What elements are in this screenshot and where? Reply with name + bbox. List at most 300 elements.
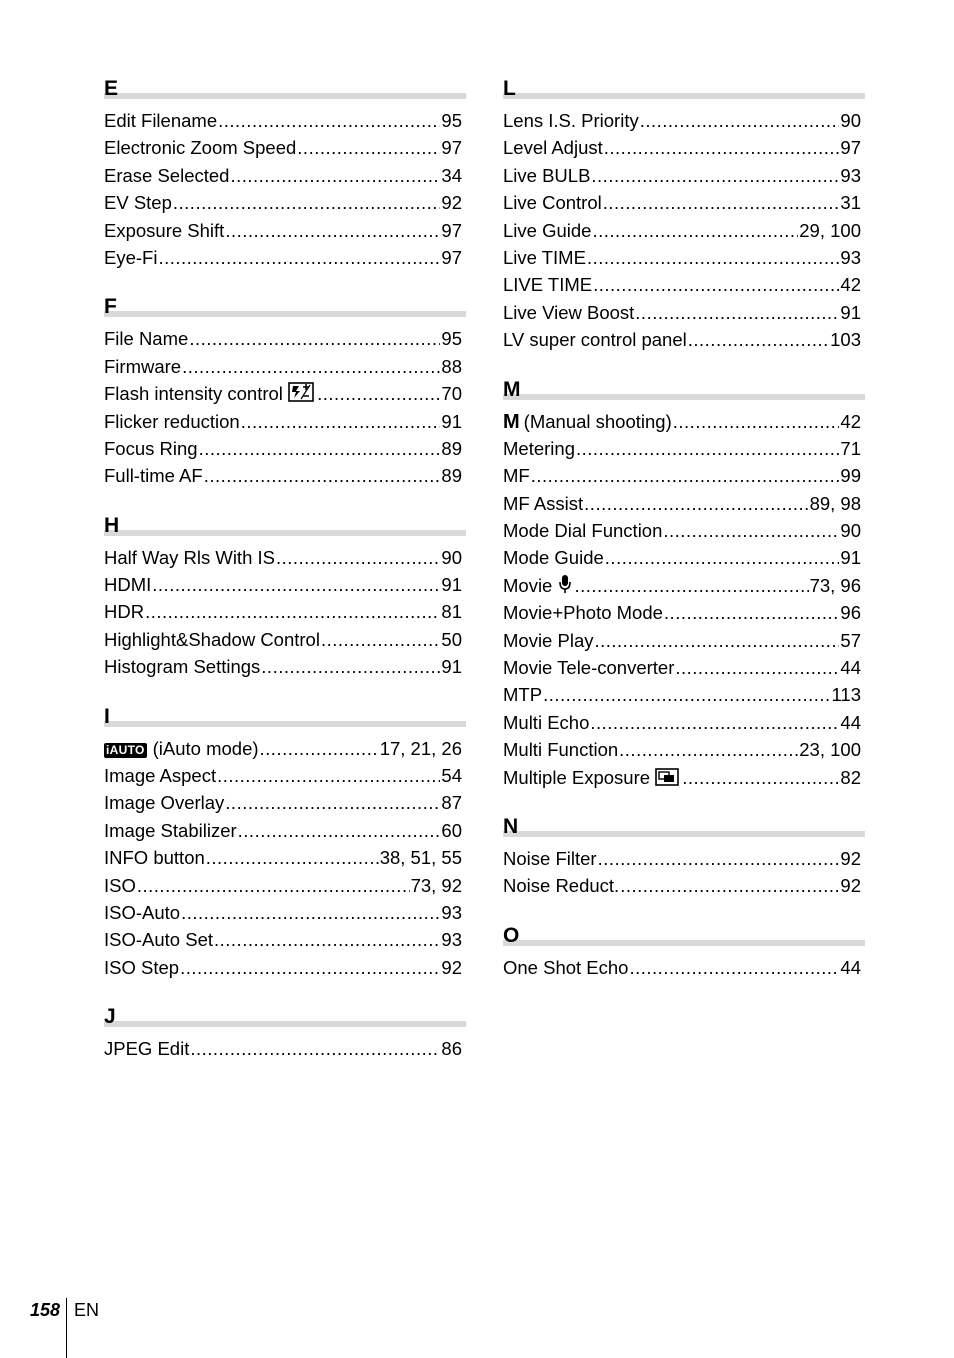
dot-leader bbox=[206, 844, 379, 871]
index-entry bbox=[104, 762, 466, 789]
entry-label: Full-time AF bbox=[104, 465, 203, 487]
entry-label-wrap bbox=[104, 626, 320, 653]
entry-label-wrap bbox=[503, 271, 592, 298]
entry-label-wrap bbox=[503, 134, 603, 161]
entry-label: Electronic Zoom Speed bbox=[104, 137, 297, 159]
entry-label-wrap bbox=[503, 654, 674, 681]
section-heading bbox=[104, 72, 466, 99]
entry-label-wrap bbox=[104, 571, 151, 598]
dot-leader bbox=[199, 435, 441, 462]
entry-label-wrap bbox=[503, 435, 575, 462]
dot-leader bbox=[217, 762, 440, 789]
entry-label: Level Adjust bbox=[503, 137, 603, 159]
dot-leader bbox=[321, 626, 440, 653]
index-entry bbox=[503, 845, 865, 872]
index-entry bbox=[503, 517, 865, 544]
index-section bbox=[104, 290, 466, 489]
entry-label: EV Step bbox=[104, 192, 172, 214]
entry-label-wrap bbox=[104, 380, 316, 409]
entry-label-wrap bbox=[503, 544, 604, 571]
section-heading bbox=[104, 1000, 466, 1027]
section-letter: N bbox=[503, 814, 519, 838]
entry-pages: 89 bbox=[441, 465, 462, 487]
entry-label-wrap bbox=[104, 435, 198, 462]
entry-label-wrap bbox=[104, 107, 217, 134]
entry-label: Multi Function bbox=[503, 739, 619, 761]
index-section bbox=[503, 373, 865, 791]
entry-label: Live Control bbox=[503, 192, 602, 214]
entry-label-wrap bbox=[503, 408, 672, 436]
dot-leader bbox=[594, 627, 839, 654]
entry-pages: 97 bbox=[441, 219, 462, 241]
entry-pages: 73, 96 bbox=[809, 574, 861, 596]
entry-pages: 44 bbox=[840, 711, 861, 733]
entry-label: Erase Selected bbox=[104, 164, 230, 186]
entry-label: Image Overlay bbox=[104, 792, 225, 814]
index-entry bbox=[503, 872, 865, 899]
index-entry bbox=[104, 462, 466, 489]
entry-label-wrap bbox=[104, 1035, 189, 1062]
language-code: EN bbox=[74, 1300, 100, 1320]
entry-pages: 89, 98 bbox=[809, 492, 861, 514]
entry-pages: 96 bbox=[840, 602, 861, 624]
index-entry bbox=[503, 736, 865, 763]
dot-leader bbox=[173, 189, 441, 216]
section-heading bbox=[503, 919, 865, 946]
entry-label-wrap bbox=[104, 762, 216, 789]
entry-label-wrap bbox=[503, 162, 590, 189]
entry-pages: 17, 21, 26 bbox=[379, 737, 462, 759]
entry-label-wrap bbox=[503, 299, 634, 326]
entry-label-wrap bbox=[104, 844, 205, 871]
dot-leader bbox=[598, 845, 840, 872]
entry-label: (iAuto mode) bbox=[152, 737, 259, 759]
index-entry bbox=[104, 598, 466, 625]
entry-pages: 97 bbox=[441, 137, 462, 159]
entry-label-wrap bbox=[503, 764, 681, 793]
entry-label-wrap bbox=[104, 817, 237, 844]
entry-label: Live Guide bbox=[503, 219, 592, 241]
dot-leader bbox=[137, 872, 410, 899]
index-entry bbox=[104, 408, 466, 435]
entry-label: Half Way Rls With IS bbox=[104, 546, 275, 568]
index-entry bbox=[503, 654, 865, 681]
entry-label: Multiple Exposure bbox=[503, 766, 651, 788]
dot-leader bbox=[575, 572, 809, 599]
entry-pages: 91 bbox=[441, 656, 462, 678]
entry-pages: 97 bbox=[840, 137, 861, 159]
entry-pages: 70 bbox=[441, 383, 462, 405]
index-entry bbox=[503, 217, 865, 244]
index-entry bbox=[503, 490, 865, 517]
index-entry bbox=[104, 1035, 466, 1062]
section-letter: H bbox=[104, 513, 120, 537]
entry-label: Multi Echo bbox=[503, 711, 590, 733]
entry-label: One Shot Echo bbox=[503, 956, 629, 978]
entry-label: HDR bbox=[104, 601, 145, 623]
section-divider-bar bbox=[104, 311, 466, 317]
entry-label-wrap bbox=[503, 572, 574, 601]
dot-leader bbox=[604, 134, 840, 161]
dot-leader bbox=[587, 244, 839, 271]
dot-leader bbox=[605, 544, 840, 571]
entry-label-wrap bbox=[104, 954, 179, 981]
index-column-right bbox=[503, 72, 865, 1000]
section-heading bbox=[503, 373, 865, 400]
index-entry bbox=[104, 817, 466, 844]
entry-pages: 93 bbox=[840, 246, 861, 268]
index-entry bbox=[503, 299, 865, 326]
entry-pages: 31 bbox=[840, 192, 861, 214]
index-section bbox=[104, 509, 466, 681]
dot-leader bbox=[189, 325, 440, 352]
entry-label: ISO-Auto bbox=[104, 901, 181, 923]
dot-leader bbox=[663, 517, 839, 544]
section-divider-bar bbox=[503, 940, 865, 946]
entry-label-wrap bbox=[104, 408, 240, 435]
dot-leader bbox=[640, 107, 840, 134]
entry-label-wrap bbox=[104, 462, 203, 489]
entry-pages: 42 bbox=[840, 410, 861, 432]
section-heading bbox=[503, 810, 865, 837]
entry-pages: 88 bbox=[441, 355, 462, 377]
index-section bbox=[104, 700, 466, 982]
index-entry bbox=[503, 107, 865, 134]
entry-label: Mode Dial Function bbox=[503, 520, 663, 542]
index-entry bbox=[104, 162, 466, 189]
entry-pages: 50 bbox=[441, 628, 462, 650]
section-divider-bar bbox=[503, 93, 865, 99]
section-letter: O bbox=[503, 923, 520, 947]
flash-compensation-icon bbox=[288, 382, 314, 409]
entry-pages: 95 bbox=[441, 328, 462, 350]
dot-leader bbox=[152, 571, 440, 598]
index-entry bbox=[104, 244, 466, 271]
entry-label: JPEG Edit bbox=[104, 1038, 190, 1060]
index-entry bbox=[503, 189, 865, 216]
entry-pages: 90 bbox=[840, 110, 861, 131]
entry-label: ISO bbox=[104, 874, 136, 896]
entry-label-wrap bbox=[503, 326, 687, 353]
index-entry bbox=[503, 244, 865, 271]
entry-label-wrap bbox=[104, 134, 296, 161]
entry-label-wrap bbox=[104, 598, 144, 625]
index-entry bbox=[104, 134, 466, 161]
entry-label: Noise Filter bbox=[503, 847, 597, 869]
dot-leader bbox=[317, 380, 440, 407]
entry-label-wrap bbox=[104, 217, 224, 244]
index-entry bbox=[104, 735, 466, 762]
entry-label-wrap bbox=[503, 599, 663, 626]
entry-pages: 86 bbox=[441, 1038, 462, 1060]
dot-leader bbox=[241, 408, 441, 435]
entry-label-wrap bbox=[104, 353, 181, 380]
dot-leader bbox=[260, 735, 379, 762]
section-divider-bar bbox=[104, 1021, 466, 1027]
entry-pages: 97 bbox=[441, 246, 462, 268]
dot-leader bbox=[531, 462, 840, 489]
entry-label: INFO button bbox=[104, 847, 205, 869]
entry-pages: 93 bbox=[441, 929, 462, 951]
index-entry bbox=[503, 544, 865, 571]
entry-label-wrap bbox=[104, 162, 229, 189]
entry-label-wrap bbox=[104, 926, 213, 953]
index-entry bbox=[104, 325, 466, 352]
entry-label: Histogram Settings bbox=[104, 656, 261, 678]
dot-leader bbox=[145, 598, 440, 625]
entry-label-wrap bbox=[104, 789, 224, 816]
entry-label-wrap bbox=[503, 736, 618, 763]
index-entry bbox=[104, 107, 466, 134]
entry-label: Edit Filename bbox=[104, 110, 218, 131]
entry-label: Eye-Fi bbox=[104, 246, 158, 268]
entry-label: Movie+Photo Mode bbox=[503, 602, 663, 624]
entry-label-wrap bbox=[503, 709, 589, 736]
entry-pages: 91 bbox=[441, 574, 462, 596]
entry-pages: 54 bbox=[441, 765, 462, 787]
dot-leader bbox=[688, 326, 829, 353]
entry-pages: 91 bbox=[840, 547, 861, 569]
section-divider-bar bbox=[503, 394, 865, 400]
dot-leader bbox=[158, 244, 440, 271]
index-entry bbox=[104, 189, 466, 216]
entry-pages: 71 bbox=[840, 437, 861, 459]
entry-label: Movie Tele-converter bbox=[503, 657, 675, 679]
entry-pages: 103 bbox=[830, 329, 861, 351]
entry-label-wrap bbox=[104, 899, 180, 926]
index-entry bbox=[503, 435, 865, 462]
index-section bbox=[503, 72, 865, 354]
entry-label: LV super control panel bbox=[503, 329, 687, 351]
entry-label: LIVE TIME bbox=[503, 274, 593, 296]
section-letter: F bbox=[104, 295, 117, 319]
entry-pages: 92 bbox=[840, 847, 861, 869]
index-entry bbox=[503, 681, 865, 708]
entry-label-wrap bbox=[503, 462, 530, 489]
entry-pages: 90 bbox=[840, 520, 861, 542]
index-section bbox=[503, 919, 865, 981]
dot-leader bbox=[180, 954, 440, 981]
index-entry bbox=[104, 789, 466, 816]
dot-leader bbox=[593, 271, 839, 298]
entry-label: Exposure Shift bbox=[104, 219, 225, 241]
entry-label-wrap bbox=[503, 954, 628, 981]
dot-leader bbox=[619, 736, 798, 763]
entry-label: Focus Ring bbox=[104, 437, 198, 459]
index-entry bbox=[503, 627, 865, 654]
section-letter: J bbox=[104, 1005, 116, 1029]
entry-label: Movie bbox=[503, 574, 553, 596]
index-section bbox=[104, 1000, 466, 1062]
dot-leader bbox=[225, 217, 440, 244]
entry-label-wrap bbox=[503, 627, 593, 654]
dot-leader bbox=[543, 681, 830, 708]
entry-label-wrap bbox=[503, 845, 597, 872]
entry-label-wrap bbox=[503, 189, 602, 216]
entry-label-wrap bbox=[503, 244, 586, 271]
dot-leader bbox=[673, 408, 840, 435]
index-entry bbox=[104, 626, 466, 653]
entry-pages: 82 bbox=[840, 766, 861, 788]
dot-leader bbox=[629, 954, 839, 981]
entry-label: Firmware bbox=[104, 355, 182, 377]
dot-leader bbox=[218, 107, 440, 134]
entry-label-wrap bbox=[104, 244, 157, 271]
entry-pages: 87 bbox=[441, 792, 462, 814]
index-entry bbox=[104, 571, 466, 598]
index-entry bbox=[104, 353, 466, 380]
entry-pages: 92 bbox=[840, 875, 861, 897]
dot-leader bbox=[297, 134, 440, 161]
entry-pages: 113 bbox=[831, 684, 861, 706]
entry-pages: 60 bbox=[441, 819, 462, 841]
dot-leader bbox=[591, 162, 839, 189]
dot-leader bbox=[675, 654, 839, 681]
entry-pages: 91 bbox=[840, 301, 861, 323]
entry-pages: 92 bbox=[441, 192, 462, 214]
entry-pages: 81 bbox=[441, 601, 462, 623]
entry-label-wrap bbox=[104, 325, 188, 352]
section-letter: L bbox=[503, 77, 516, 100]
entry-label-wrap bbox=[104, 735, 259, 762]
dot-leader bbox=[620, 872, 839, 899]
entry-pages: 73, 92 bbox=[410, 874, 462, 896]
index-entry bbox=[503, 709, 865, 736]
index-entry bbox=[503, 326, 865, 353]
dot-leader bbox=[635, 299, 839, 326]
entry-label: Image Aspect bbox=[104, 765, 217, 787]
entry-pages: 93 bbox=[840, 164, 861, 186]
dot-leader bbox=[592, 217, 798, 244]
entry-pages: 23, 100 bbox=[799, 739, 861, 761]
index-entry bbox=[104, 380, 466, 407]
dot-leader bbox=[590, 709, 839, 736]
entry-pages: 42 bbox=[840, 274, 861, 296]
section-letter: I bbox=[104, 704, 110, 728]
entry-pages: 93 bbox=[441, 901, 462, 923]
multiple-exposure-icon bbox=[655, 766, 679, 793]
entry-label: MF bbox=[503, 465, 530, 487]
index-entry bbox=[104, 217, 466, 244]
index-entry bbox=[104, 926, 466, 953]
entry-pages: 89 bbox=[441, 437, 462, 459]
index-entry bbox=[503, 764, 865, 791]
section-divider-bar bbox=[104, 721, 466, 727]
dot-leader bbox=[190, 1035, 440, 1062]
entry-label: MF Assist bbox=[503, 492, 584, 514]
entry-label-wrap bbox=[503, 217, 591, 244]
dot-leader bbox=[238, 817, 441, 844]
microphone-icon bbox=[558, 574, 572, 601]
section-letter: M bbox=[503, 377, 521, 401]
section-heading bbox=[104, 509, 466, 536]
entry-pages: 95 bbox=[441, 110, 462, 131]
entry-label-wrap bbox=[503, 517, 662, 544]
index-entry bbox=[104, 544, 466, 571]
section-heading bbox=[503, 72, 865, 99]
entry-label: Flash intensity control bbox=[104, 383, 283, 405]
dot-leader bbox=[664, 599, 840, 626]
entry-label: ISO Step bbox=[104, 956, 180, 978]
index-entry bbox=[503, 408, 865, 435]
entry-label: MTP bbox=[503, 684, 543, 706]
entry-label: Mode Guide bbox=[503, 547, 604, 569]
entry-label: Image Stabilizer bbox=[104, 819, 237, 841]
dot-leader bbox=[261, 653, 440, 680]
entry-pages: 99 bbox=[840, 465, 861, 487]
entry-label-wrap bbox=[104, 189, 172, 216]
dot-leader bbox=[276, 544, 440, 571]
entry-label: Noise Reduct. bbox=[503, 875, 620, 897]
index-entry bbox=[503, 271, 865, 298]
dot-leader bbox=[603, 189, 840, 216]
dot-leader bbox=[225, 789, 440, 816]
entry-label-wrap bbox=[503, 490, 583, 517]
entry-pages: 92 bbox=[441, 956, 462, 978]
entry-pages: 44 bbox=[840, 956, 861, 978]
section-letter: E bbox=[104, 77, 119, 100]
page-number: 158 bbox=[30, 1300, 61, 1320]
entry-label: Movie Play bbox=[503, 629, 594, 651]
entry-label-wrap bbox=[104, 544, 275, 571]
dot-leader bbox=[230, 162, 440, 189]
entry-pages: 57 bbox=[840, 629, 861, 651]
dot-leader bbox=[576, 435, 839, 462]
index-entry bbox=[503, 462, 865, 489]
entry-label: ISO-Auto Set bbox=[104, 929, 213, 951]
iauto-icon: iAUTO bbox=[106, 742, 145, 757]
index-section bbox=[104, 72, 466, 271]
manual-mode-icon: M bbox=[503, 410, 520, 433]
section-divider-bar bbox=[503, 831, 865, 837]
entry-label: Metering bbox=[503, 437, 575, 459]
index-section bbox=[503, 810, 865, 900]
entry-label: Highlight&Shadow Control bbox=[104, 628, 320, 650]
footer-divider bbox=[66, 1298, 67, 1358]
index-entry bbox=[503, 599, 865, 626]
dot-leader bbox=[181, 899, 440, 926]
dot-leader bbox=[204, 462, 441, 489]
index-entry bbox=[104, 844, 466, 871]
entry-label-wrap bbox=[503, 872, 619, 899]
entry-label: File Name bbox=[104, 328, 189, 350]
index-entry bbox=[104, 435, 466, 462]
entry-label: Live BULB bbox=[503, 164, 591, 186]
entry-label-wrap bbox=[104, 872, 136, 899]
entry-label: Live View Boost bbox=[503, 301, 635, 323]
entry-pages: 90 bbox=[441, 546, 462, 568]
entry-label: Flicker reduction bbox=[104, 410, 240, 432]
section-heading bbox=[104, 700, 466, 727]
entry-pages: 38, 51, 55 bbox=[379, 847, 462, 869]
entry-label-wrap bbox=[503, 107, 639, 134]
index-entry bbox=[503, 572, 865, 599]
section-heading bbox=[104, 290, 466, 317]
entry-label: HDMI bbox=[104, 574, 152, 596]
entry-label: Lens I.S. Priority bbox=[503, 110, 639, 131]
entry-label: Live TIME bbox=[503, 246, 586, 268]
index-entry bbox=[104, 653, 466, 680]
entry-pages: 91 bbox=[441, 410, 462, 432]
index-column-left bbox=[104, 72, 466, 1082]
dot-leader bbox=[182, 353, 440, 380]
entry-label-wrap bbox=[104, 653, 260, 680]
section-divider-bar bbox=[104, 530, 466, 536]
dot-leader bbox=[584, 490, 808, 517]
index-entry bbox=[104, 954, 466, 981]
index-entry bbox=[104, 872, 466, 899]
entry-pages: 34 bbox=[441, 164, 462, 186]
